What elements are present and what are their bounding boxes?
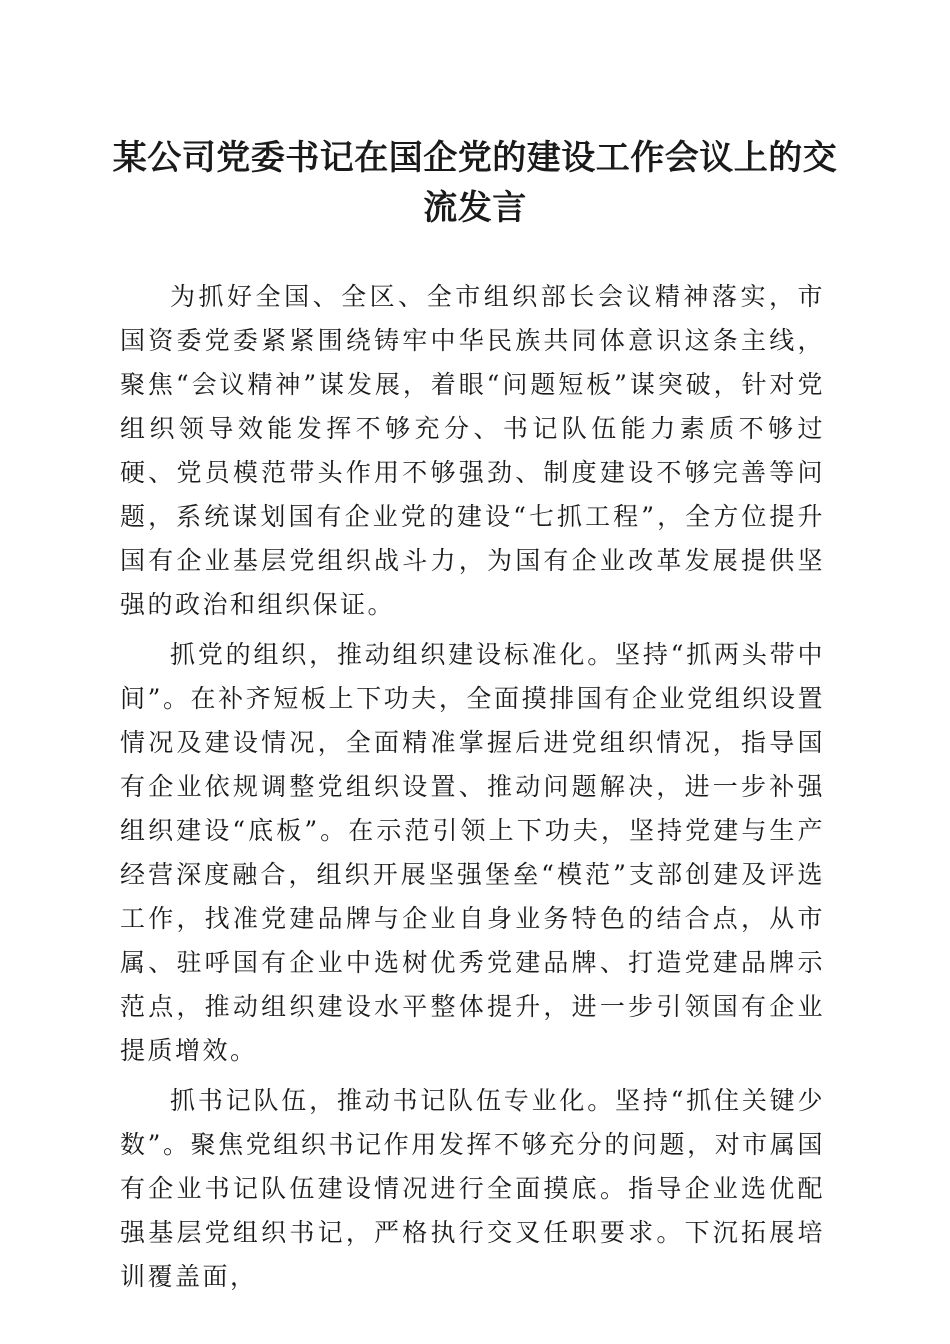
document-body [120,275,825,1305]
paragraph: 为抓好全国、全区、全市组织部长会议精神落实，市国资委党委紧紧围绕铸牢中华民族共同体意识这条主线，聚焦“会议精神”谋发展，着眼“问题短板”谋突破，针对党组织领导效能发挥不够充分、书记队伍能力素质不够过硬、党员模范带头作用不够强劲、制度建设不够完善等问题，系统谋划国有企业党的建设“七抓工程”，全方位提升国有企业基层党组织战斗力，为国有企业改革发展提供坚强的政治和组织保证。 [120,282,825,619]
paragraph: 抓党的组织，推动组织建设标准化。坚持“抓两头带中间”。在补齐短板上下功夫，全面摸排国有企业党组织设置情况及建设情况，全面精准掌握后进党组织情况，指导国有企业依规调整党组织设置、推动问题解决，进一步补强组织建设“底板”。在示范引领上下功夫，坚持党建与生产经营深度融合，组织开展坚强堡垒“模范”支部创建及评选工作，找准党建品牌与企业自身业务特色的结合点，从市属、驻呼国有企业中选树优秀党建品牌、打造党建品牌示范点，推动组织建设水平整体提升，进一步引领国有企业提质增效。 [120,640,825,1065]
document-title: 某公司党委书记在国企党的建设工作会议上的交流发言 [112,138,838,228]
paragraph: 抓书记队伍，推动书记队伍专业化。坚持“抓住关键少数”。聚焦党组织书记作用发挥不够充分的问题，对市属国有企业书记队伍建设情况进行全面摸底。指导企业选优配强基层党组织书记，严格执行交叉任职要求。下沉拓展培训覆盖面， [120,1086,825,1291]
